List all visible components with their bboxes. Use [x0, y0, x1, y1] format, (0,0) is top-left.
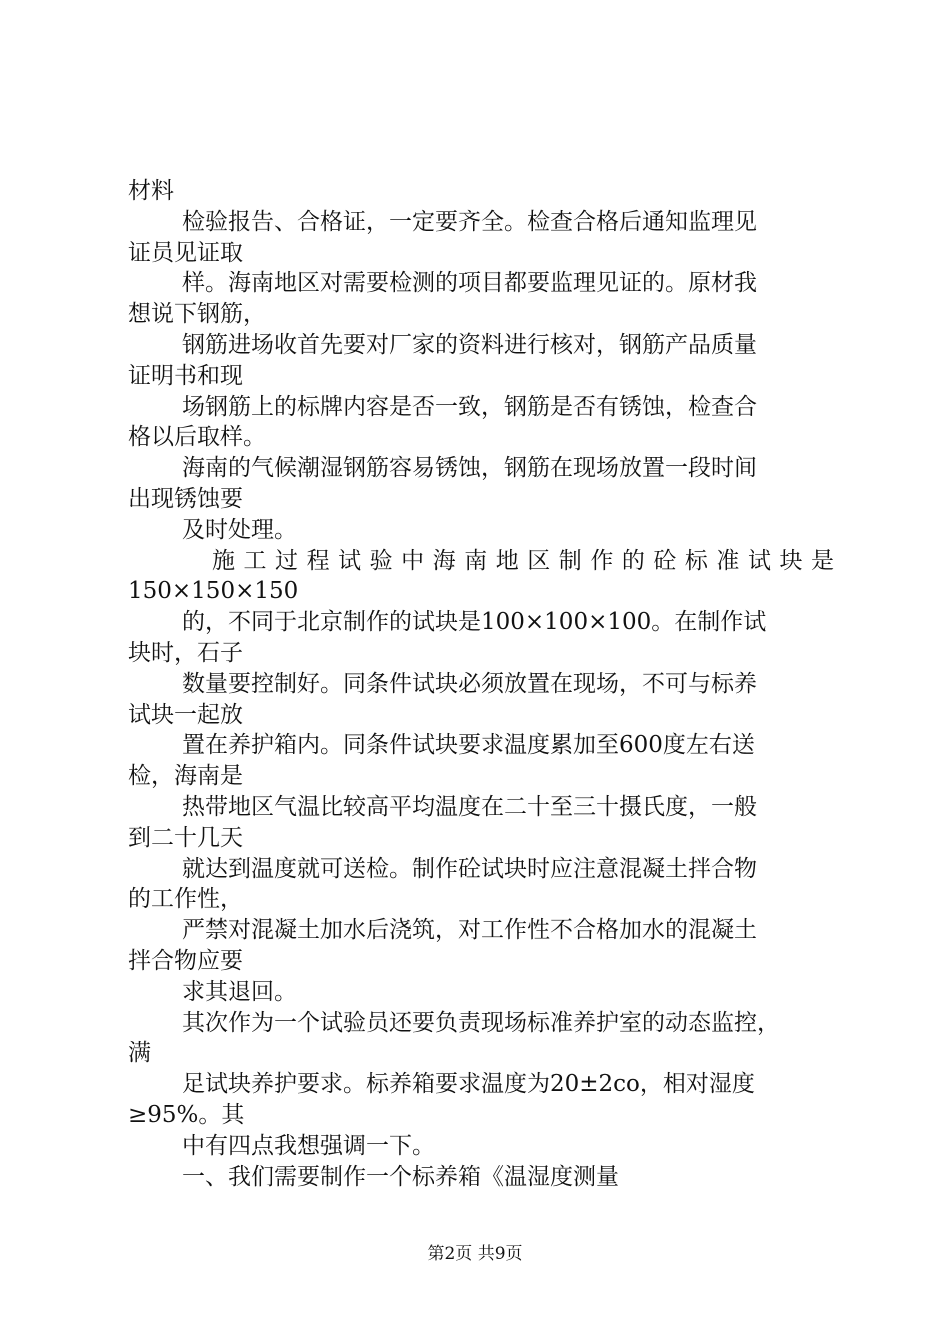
- text-line: 想说下钢筋，: [128, 301, 266, 328]
- text-line: 检验报告、合格证，一定要齐全。检查合格后通知监理见: [182, 208, 757, 235]
- text-line: 满: [128, 1040, 151, 1067]
- text-line: 的，不同于北京制作的试块是100×100×100。在制作试: [182, 609, 767, 636]
- text-line: 就达到温度就可送检。制作砼试块时应注意混凝土拌合物: [182, 855, 757, 882]
- text-line: 数量要控制好。同条件试块必须放置在现场，不可与标养: [182, 670, 757, 697]
- text-line: 证员见证取: [128, 239, 243, 266]
- page-number: 第2页 共9页: [427, 1244, 523, 1264]
- text-line: ≥95%。其: [128, 1101, 245, 1128]
- text-line: 试块一起放: [128, 701, 243, 728]
- text-line: 块时，石子: [128, 639, 243, 666]
- text-line: 到二十几天: [128, 824, 243, 851]
- text-line: 及时处理。: [182, 516, 297, 543]
- text-line: 场钢筋上的标牌内容是否一致，钢筋是否有锈蚀，检查合: [182, 393, 757, 420]
- text-line: 施工过程试验中海南地区制作的砼标准试块是: [212, 547, 834, 574]
- body-text: [128, 176, 834, 1192]
- text-line: 样。海南地区对需要检测的项目都要监理见证的。原材我: [182, 270, 757, 297]
- text-line: 严禁对混凝土加水后浇筑，对工作性不合格加水的混凝土: [182, 917, 757, 944]
- text-line: 格以后取样。: [128, 424, 266, 451]
- text-line: 一、我们需要制作一个标养箱《温湿度测量: [182, 1163, 619, 1190]
- text-line: 150×150×150: [128, 578, 299, 605]
- text-line: 中有四点我想强调一下。: [182, 1132, 435, 1159]
- text-line: 钢筋进场收首先要对厂家的资料进行核对，钢筋产品质量: [182, 331, 757, 358]
- text-line: 求其退回。: [182, 978, 297, 1005]
- text-line: 置在养护箱内。同条件试块要求温度累加至600度左右送: [182, 732, 755, 759]
- text-line: 证明书和现: [128, 362, 243, 389]
- text-line: 拌合物应要: [128, 947, 243, 974]
- text-line: 出现锈蚀要: [128, 485, 243, 512]
- text-line: 检，海南是: [128, 763, 243, 790]
- text-line: 的工作性，: [128, 886, 243, 913]
- page-footer: [0, 1242, 950, 1266]
- text-line: 热带地区气温比较高平均温度在二十至三十摄氏度，一般: [182, 793, 757, 820]
- text-line: 其次作为一个试验员还要负责现场标准养护室的动态监控，: [182, 1009, 780, 1036]
- text-line: 海南的气候潮湿钢筋容易锈蚀，钢筋在现场放置一段时间: [182, 455, 757, 482]
- text-line: 材料: [128, 178, 174, 204]
- text-line: 足试块养护要求。标养箱要求温度为20±2co，相对湿度: [182, 1071, 755, 1098]
